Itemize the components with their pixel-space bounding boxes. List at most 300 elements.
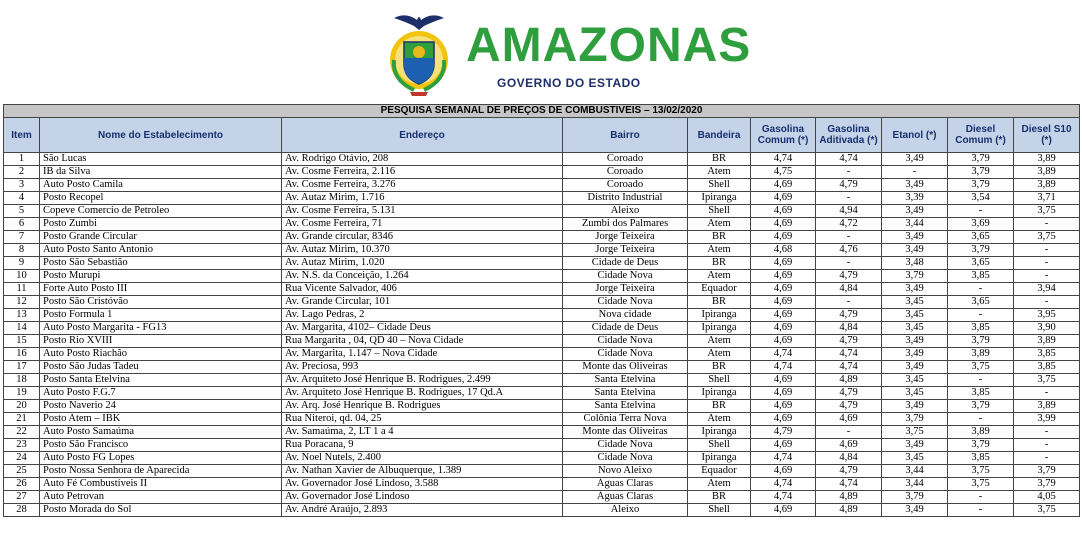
table-cell: Atem <box>688 478 751 491</box>
table-cell: Auto Posto Santo Antonio <box>40 244 282 257</box>
table-cell: 3,79 <box>882 491 948 504</box>
table-cell: 4,69 <box>751 296 816 309</box>
table-cell: 3,79 <box>882 413 948 426</box>
table-row <box>4 192 1080 205</box>
table-row <box>4 218 1080 231</box>
table-cell: - <box>948 374 1014 387</box>
table-cell: São Lucas <box>40 153 282 166</box>
table-row <box>4 504 1080 517</box>
table-cell: Equador <box>688 465 751 478</box>
table-row <box>4 439 1080 452</box>
table-cell: 4,69 <box>816 439 882 452</box>
table-cell: - <box>1014 387 1080 400</box>
table-row <box>4 491 1080 504</box>
table-cell: 3,99 <box>1014 413 1080 426</box>
table-cell: 4,89 <box>816 374 882 387</box>
table-cell: Ipiranga <box>688 426 751 439</box>
table-cell: Auto Fé Combustíveis II <box>40 478 282 491</box>
table-cell: Posto São Cristóvão <box>40 296 282 309</box>
table-cell: 4,74 <box>751 361 816 374</box>
column-header: Gasolina Aditivada (*) <box>816 118 882 153</box>
table-cell: 3,75 <box>1014 205 1080 218</box>
table-cell: 9 <box>4 257 40 270</box>
table-title-row <box>4 105 1080 118</box>
table-cell: 20 <box>4 400 40 413</box>
table-cell: 4,79 <box>816 309 882 322</box>
table-cell: Jorge Teixeira <box>563 244 688 257</box>
table-cell: 3,75 <box>1014 504 1080 517</box>
table-row <box>4 322 1080 335</box>
table-cell: 18 <box>4 374 40 387</box>
table-cell: 3,79 <box>948 244 1014 257</box>
table-cell: 4,69 <box>751 283 816 296</box>
table-cell: Rua Vicente Salvador, 406 <box>282 283 563 296</box>
table-cell: Nova cidade <box>563 309 688 322</box>
table-cell: Forte Auto Posto III <box>40 283 282 296</box>
table-cell: Shell <box>688 374 751 387</box>
table-cell: - <box>1014 452 1080 465</box>
table-cell: 3,49 <box>882 439 948 452</box>
page-header <box>0 0 1082 102</box>
table-cell: 4,69 <box>751 218 816 231</box>
table-cell: Posto Atem – IBK <box>40 413 282 426</box>
table-cell: 3,71 <box>1014 192 1080 205</box>
table-cell: 3,85 <box>1014 348 1080 361</box>
table-cell: 3,89 <box>1014 400 1080 413</box>
table-cell: Monte das Oliveiras <box>563 426 688 439</box>
column-header: Bairro <box>563 118 688 153</box>
table-cell: Cidade Nova <box>563 452 688 465</box>
table-cell: Posto Nossa Senhora de Aparecida <box>40 465 282 478</box>
table-cell: 27 <box>4 491 40 504</box>
table-row <box>4 387 1080 400</box>
table-cell: Posto Murupi <box>40 270 282 283</box>
table-cell: 3,85 <box>948 452 1014 465</box>
table-row <box>4 270 1080 283</box>
table-cell: - <box>816 426 882 439</box>
table-cell: 4,69 <box>751 309 816 322</box>
table-cell: Av. Preciosa, 993 <box>282 361 563 374</box>
table-row <box>4 452 1080 465</box>
table-cell: 4,69 <box>751 192 816 205</box>
table-cell: Av. Arquiteto José Henrique B. Rodrigues, 17 Qd.A <box>282 387 563 400</box>
table-cell: 19 <box>4 387 40 400</box>
table-cell: Santa Etelvina <box>563 400 688 413</box>
table-cell: 4,74 <box>816 478 882 491</box>
table-cell: 3,89 <box>948 426 1014 439</box>
table-cell: 3,45 <box>882 309 948 322</box>
table-cell: Auto Petrovan <box>40 491 282 504</box>
table-cell: 11 <box>4 283 40 296</box>
table-cell: BR <box>688 257 751 270</box>
table-cell: 6 <box>4 218 40 231</box>
table-cell: 4,74 <box>751 452 816 465</box>
table-cell: 3,75 <box>882 426 948 439</box>
table-cell: 3,89 <box>948 348 1014 361</box>
table-cell: 28 <box>4 504 40 517</box>
table-cell: Av. Cosme Ferreira, 71 <box>282 218 563 231</box>
table-cell: Posto São Francisco <box>40 439 282 452</box>
table-cell: Monte das Oliveiras <box>563 361 688 374</box>
table-row <box>4 309 1080 322</box>
table-cell: 4 <box>4 192 40 205</box>
table-cell: 3,49 <box>882 179 948 192</box>
table-cell: 4,69 <box>751 504 816 517</box>
table-cell: Águas Claras <box>563 478 688 491</box>
table-cell: - <box>948 309 1014 322</box>
table-cell: Av. N.S. da Conceição, 1.264 <box>282 270 563 283</box>
table-row <box>4 335 1080 348</box>
table-row <box>4 257 1080 270</box>
table-cell: 4,74 <box>751 348 816 361</box>
table-cell: 3,79 <box>882 270 948 283</box>
table-cell: 3,49 <box>882 244 948 257</box>
table-cell: 4,76 <box>816 244 882 257</box>
table-row <box>4 374 1080 387</box>
table-cell: 4,74 <box>816 153 882 166</box>
table-cell: Av. Samaúma, 2, LT 1 a 4 <box>282 426 563 439</box>
table-cell: 3,79 <box>948 439 1014 452</box>
table-cell: 2 <box>4 166 40 179</box>
table-cell: Colônia Terra Nova <box>563 413 688 426</box>
table-cell: Auto Posto FG Lopes <box>40 452 282 465</box>
table-cell: Av. Margarita, 1.147 – Nova Cidade <box>282 348 563 361</box>
table-cell: Rua Margarita , 04, QD 40 – Nova Cidade <box>282 335 563 348</box>
table-cell: 4,84 <box>816 452 882 465</box>
table-cell: Cidade Nova <box>563 335 688 348</box>
table-cell: 3,49 <box>882 231 948 244</box>
table-cell: 3,39 <box>882 192 948 205</box>
table-cell: 26 <box>4 478 40 491</box>
table-cell: BR <box>688 231 751 244</box>
table-cell: - <box>948 283 1014 296</box>
table-cell: BR <box>688 153 751 166</box>
table-cell: 25 <box>4 465 40 478</box>
table-cell: Santa Etelvina <box>563 374 688 387</box>
column-header: Diesel S10 (*) <box>1014 118 1080 153</box>
table-cell: 3,89 <box>1014 166 1080 179</box>
table-cell: Shell <box>688 439 751 452</box>
table-cell: - <box>816 166 882 179</box>
table-title: PESQUISA SEMANAL DE PREÇOS DE COMBUSTIVEIS – 13/02/2020 <box>4 105 1080 118</box>
table-cell: 4,69 <box>751 322 816 335</box>
table-cell: 3,85 <box>948 270 1014 283</box>
table-cell: Rua Poracana, 9 <box>282 439 563 452</box>
table-cell: 15 <box>4 335 40 348</box>
table-cell: 3,49 <box>882 283 948 296</box>
table-cell: 4,69 <box>751 387 816 400</box>
table-cell: Cidade Nova <box>563 439 688 452</box>
table-cell: Distrito Industrial <box>563 192 688 205</box>
table-cell: Posto São Sebastião <box>40 257 282 270</box>
table-cell: 21 <box>4 413 40 426</box>
table-cell: Jorge Teixeira <box>563 283 688 296</box>
table-cell: Av. Margarita, 4102– Cidade Deus <box>282 322 563 335</box>
table-cell: Coroado <box>563 153 688 166</box>
table-cell: Atem <box>688 244 751 257</box>
table-cell: 3,49 <box>882 504 948 517</box>
table-cell: 4,69 <box>751 413 816 426</box>
table-cell: 3,79 <box>948 335 1014 348</box>
table-cell: Shell <box>688 504 751 517</box>
fuel-price-table <box>3 104 1080 517</box>
table-cell: 16 <box>4 348 40 361</box>
table-cell: Atem <box>688 348 751 361</box>
table-cell: 3,49 <box>882 335 948 348</box>
table-cell: BR <box>688 400 751 413</box>
table-body <box>4 153 1080 517</box>
column-header: Diesel Comum (*) <box>948 118 1014 153</box>
table-cell: 3,89 <box>1014 335 1080 348</box>
column-header: Gasolina Comum (*) <box>751 118 816 153</box>
table-cell: Atem <box>688 218 751 231</box>
table-cell: Auto Posto Camila <box>40 179 282 192</box>
column-header: Bandeira <box>688 118 751 153</box>
table-cell: 12 <box>4 296 40 309</box>
table-cell: 14 <box>4 322 40 335</box>
table-cell: 3,54 <box>948 192 1014 205</box>
table-cell: Ipiranga <box>688 387 751 400</box>
table-cell: IB da Silva <box>40 166 282 179</box>
table-cell: 4,89 <box>816 504 882 517</box>
brand-subtitle: GOVERNO DO ESTADO <box>497 76 641 90</box>
table-cell: 4,69 <box>751 374 816 387</box>
table-cell: Posto Rio XVIII <box>40 335 282 348</box>
table-cell: 3,79 <box>1014 478 1080 491</box>
table-cell: Coroado <box>563 166 688 179</box>
table-cell: 4,69 <box>751 439 816 452</box>
table-cell: 3,49 <box>882 361 948 374</box>
table-row <box>4 179 1080 192</box>
table-cell: - <box>816 257 882 270</box>
table-cell: Ipiranga <box>688 452 751 465</box>
table-cell: Aleixo <box>563 504 688 517</box>
table-cell: 3,65 <box>948 296 1014 309</box>
table-row <box>4 244 1080 257</box>
table-cell: 3,95 <box>1014 309 1080 322</box>
table-cell: Auto Posto F.G.7 <box>40 387 282 400</box>
table-cell: 3,49 <box>882 205 948 218</box>
table-cell: 3,49 <box>882 400 948 413</box>
table-cell: 22 <box>4 426 40 439</box>
table-cell: 4,69 <box>751 257 816 270</box>
table-cell: 3,45 <box>882 322 948 335</box>
table-cell: 3,65 <box>948 257 1014 270</box>
table-cell: Jorge Teixeira <box>563 231 688 244</box>
table-cell: - <box>1014 296 1080 309</box>
table-row <box>4 465 1080 478</box>
table-cell: - <box>1014 218 1080 231</box>
table-cell: Av. Cosme Ferreira, 3.276 <box>282 179 563 192</box>
table-cell: Av. Autaz Mirim, 10.370 <box>282 244 563 257</box>
table-cell: 3,44 <box>882 218 948 231</box>
table-cell: 4,89 <box>816 491 882 504</box>
table-cell: 4,69 <box>751 231 816 244</box>
table-cell: 3,44 <box>882 478 948 491</box>
table-cell: Av. Nathan Xavier de Albuquerque, 1.389 <box>282 465 563 478</box>
table-cell: Auto Posto Samaúma <box>40 426 282 439</box>
table-cell: Novo Aleixo <box>563 465 688 478</box>
table-cell: Rua Niteroi, qd. 04, 25 <box>282 413 563 426</box>
table-cell: - <box>816 296 882 309</box>
table-cell: Shell <box>688 179 751 192</box>
table-row <box>4 166 1080 179</box>
table-cell: 3,45 <box>882 452 948 465</box>
table-row <box>4 153 1080 166</box>
table-cell: 4,69 <box>751 179 816 192</box>
table-cell: 3,79 <box>948 166 1014 179</box>
table-cell: Av. Cosme Ferreira, 2.116 <box>282 166 563 179</box>
table-row <box>4 348 1080 361</box>
table-cell: 4,69 <box>816 413 882 426</box>
table-cell: 4,74 <box>751 153 816 166</box>
table-cell: Posto Naverio 24 <box>40 400 282 413</box>
table-cell: - <box>948 491 1014 504</box>
table-cell: 4,69 <box>751 335 816 348</box>
table-cell: Posto Grande Circular <box>40 231 282 244</box>
table-cell: Av. Lago Pedras, 2 <box>282 309 563 322</box>
table-cell: Cidade de Deus <box>563 322 688 335</box>
table-cell: 3,45 <box>882 296 948 309</box>
table-cell: BR <box>688 361 751 374</box>
table-cell: Ipiranga <box>688 192 751 205</box>
table-cell: Av. Rodrigo Otávio, 208 <box>282 153 563 166</box>
table-row <box>4 283 1080 296</box>
table-cell: Zumbi dos Palmares <box>563 218 688 231</box>
table-cell: 3,45 <box>882 387 948 400</box>
table-cell: Atem <box>688 413 751 426</box>
table-cell: 4,74 <box>751 491 816 504</box>
table-cell: - <box>1014 426 1080 439</box>
table-cell: 4,74 <box>816 348 882 361</box>
table-cell: 4,75 <box>751 166 816 179</box>
table-cell: Copeve Comercio de Petroleo <box>40 205 282 218</box>
table-cell: 4,84 <box>816 322 882 335</box>
table-cell: 4,79 <box>751 426 816 439</box>
table-cell: Av. Governador José Lindoso, 3.588 <box>282 478 563 491</box>
table-row <box>4 205 1080 218</box>
table-cell: 3,89 <box>1014 153 1080 166</box>
table-cell: 10 <box>4 270 40 283</box>
column-header: Nome do Estabelecimento <box>40 118 282 153</box>
table-cell: 4,05 <box>1014 491 1080 504</box>
table-cell: Posto São Judas Tadeu <box>40 361 282 374</box>
table-cell: 3,49 <box>882 348 948 361</box>
table-cell: Av. André Araújo, 2.893 <box>282 504 563 517</box>
table-cell: 3,90 <box>1014 322 1080 335</box>
table-cell: 3,85 <box>948 322 1014 335</box>
table-cell: Av. Grande circular, 8346 <box>282 231 563 244</box>
table-cell: Coroado <box>563 179 688 192</box>
table-cell: 4,69 <box>751 465 816 478</box>
table-cell: Águas Claras <box>563 491 688 504</box>
table-cell: 4,69 <box>751 270 816 283</box>
table-cell: - <box>1014 257 1080 270</box>
table-cell: 3,65 <box>948 231 1014 244</box>
table-cell: 4,79 <box>816 400 882 413</box>
table-cell: Atem <box>688 335 751 348</box>
table-cell: 3,75 <box>1014 374 1080 387</box>
table-cell: Equador <box>688 283 751 296</box>
table-cell: Cidade de Deus <box>563 257 688 270</box>
table-cell: Auto Posto Margarita - FG13 <box>40 322 282 335</box>
table-cell: Av. Arq. José Henrique B. Rodrigues <box>282 400 563 413</box>
table-header-row <box>4 118 1080 153</box>
table-cell: 4,74 <box>816 361 882 374</box>
table-cell: Santa Etelvina <box>563 387 688 400</box>
table-cell: 3,44 <box>882 465 948 478</box>
brand-title: AMAZONAS <box>466 19 752 72</box>
table-cell: 4,84 <box>816 283 882 296</box>
table-cell: Av. Noel Nutels, 2.400 <box>282 452 563 465</box>
table-cell: Av. Autaz Mirim, 1.020 <box>282 257 563 270</box>
table-cell: 4,72 <box>816 218 882 231</box>
table-cell: 3,75 <box>948 478 1014 491</box>
table-cell: Posto Santa Etelvina <box>40 374 282 387</box>
table-cell: - <box>1014 439 1080 452</box>
table-cell: BR <box>688 296 751 309</box>
table-row <box>4 296 1080 309</box>
table-cell: - <box>882 166 948 179</box>
table-cell: Cidade Nova <box>563 296 688 309</box>
table-cell: 23 <box>4 439 40 452</box>
amazonas-coat-of-arms-icon <box>384 8 454 98</box>
table-cell: Cidade Nova <box>563 348 688 361</box>
table-cell: BR <box>688 491 751 504</box>
table-cell: 4,94 <box>816 205 882 218</box>
table-cell: Auto Posto Riachão <box>40 348 282 361</box>
table-cell: Posto Morada do Sol <box>40 504 282 517</box>
table-cell: 3,79 <box>948 179 1014 192</box>
table-cell: 4,79 <box>816 387 882 400</box>
table-cell: Cidade Nova <box>563 270 688 283</box>
table-cell: 1 <box>4 153 40 166</box>
table-cell: 4,79 <box>816 335 882 348</box>
table-cell: - <box>948 504 1014 517</box>
column-header: Endereço <box>282 118 563 153</box>
table-cell: Shell <box>688 205 751 218</box>
table-cell: 3,45 <box>882 374 948 387</box>
column-header: Item <box>4 118 40 153</box>
table-cell: - <box>816 231 882 244</box>
table-cell: 7 <box>4 231 40 244</box>
table-cell: Atem <box>688 166 751 179</box>
table-cell: 3,94 <box>1014 283 1080 296</box>
table-cell: 3,49 <box>882 153 948 166</box>
table-cell: Av. Grande Circular, 101 <box>282 296 563 309</box>
table-cell: - <box>948 413 1014 426</box>
table-cell: Posto Formula 1 <box>40 309 282 322</box>
table-cell: Ipiranga <box>688 322 751 335</box>
table-cell: 3,85 <box>948 387 1014 400</box>
column-header: Etanol (*) <box>882 118 948 153</box>
table-cell: 3,48 <box>882 257 948 270</box>
table-cell: - <box>1014 244 1080 257</box>
table-cell: 13 <box>4 309 40 322</box>
table-cell: Av. Arquiteto José Henrique B. Rodrigues, 2.499 <box>282 374 563 387</box>
table-cell: - <box>816 192 882 205</box>
table-cell: 3,75 <box>948 465 1014 478</box>
table-cell: 3,85 <box>1014 361 1080 374</box>
table-cell: 3,79 <box>948 153 1014 166</box>
table-cell: Av. Governador José Lindoso <box>282 491 563 504</box>
table-cell: 3,75 <box>948 361 1014 374</box>
table-cell: 4,74 <box>751 478 816 491</box>
table-cell: 4,79 <box>816 465 882 478</box>
table-cell: 3,69 <box>948 218 1014 231</box>
table-row <box>4 426 1080 439</box>
table-cell: 3,79 <box>948 400 1014 413</box>
